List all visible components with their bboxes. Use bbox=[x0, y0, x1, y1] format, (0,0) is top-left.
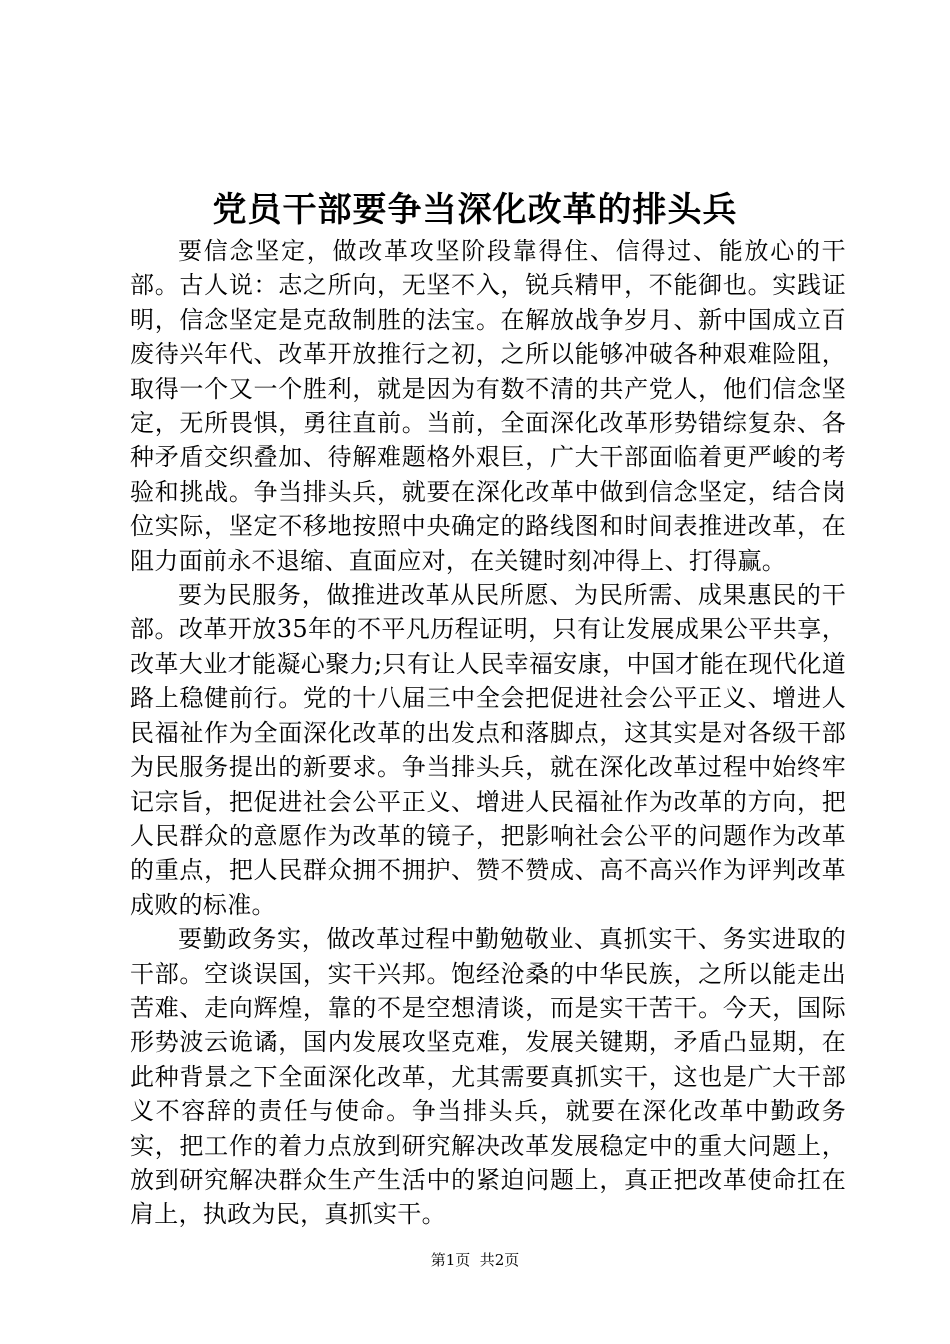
page-footer: 第1页 共2页 bbox=[430, 1251, 520, 1269]
document-body bbox=[130, 234, 846, 1232]
paragraph-1: 要信念坚定，做改革攻坚阶段靠得住、信得过、能放心的干部。古人说：志之所向，无坚不入，锐兵精甲，不能御也。实践证明，信念坚定是克敌制胜的法宝。在解放战争岁月、新中国成立百废待兴年代、改革开放推行之初，之所以能够冲破各种艰难险阻，取得一个又一个胜利，就是因为有数不清的共产党人，他们信念坚定，无所畏惧，勇往直前。当前，全面深化改革形势错综复杂、各种矛盾交织叠加、待解难题格外艰巨，广大干部面临着更严峻的考验和挑战。争当排头兵，就要在深化改革中做到信念坚定，结合岗位实际，坚定不移地按照中央确定的路线图和时间表推进改革，在阻力面前永不退缩、直面应对，在关键时刻冲得上、打得赢。 bbox=[130, 237, 846, 575]
paragraph-3: 要勤政务实，做改革过程中勤勉敬业、真抓实干、务实进取的干部。空谈误国，实干兴邦。饱经沧桑的中华民族，之所以能走出苦难、走向辉煌，靠的不是空想清谈，而是实干苦干。今天，国际形势波云诡谲，国内发展攻坚克难，发展关键期，矛盾凸显期，在此种背景之下全面深化改革，尤其需要真抓实干，这也是广大干部义不容辞的责任与使命。争当排头兵，就要在深化改革中勤政务实，把工作的着力点放到研究解决改革发展稳定中的重大问题上，放到研究解决群众生产生活中的紧迫问题上，真正把改革使命扛在肩上，执政为民，真抓实干。 bbox=[130, 925, 846, 1229]
paragraph-2: 要为民服务，做推进改革从民所愿、为民所需、成果惠民的干部。改革开放35年的不平凡历程证明，只有让发展成果公平共享，改革大业才能凝心聚力;只有让人民幸福安康，中国才能在现代化道路上稳健前行。党的十八届三中全会把促进社会公平正义、增进人民福祉作为全面深化改革的出发点和落脚点，这其实是对各级干部为民服务提出的新要求。争当排头兵，就在深化改革过程中始终牢记宗旨，把促进社会公平正义、增进人民福祉作为改革的方向，把人民群众的意愿作为改革的镜子，把影响社会公平的问题作为改革的重点，把人民群众拥不拥护、赞不赞成、高不高兴作为评判改革成败的标准。 bbox=[130, 581, 846, 919]
document-title: 党员干部要争当深化改革的排头兵 bbox=[212, 190, 738, 230]
